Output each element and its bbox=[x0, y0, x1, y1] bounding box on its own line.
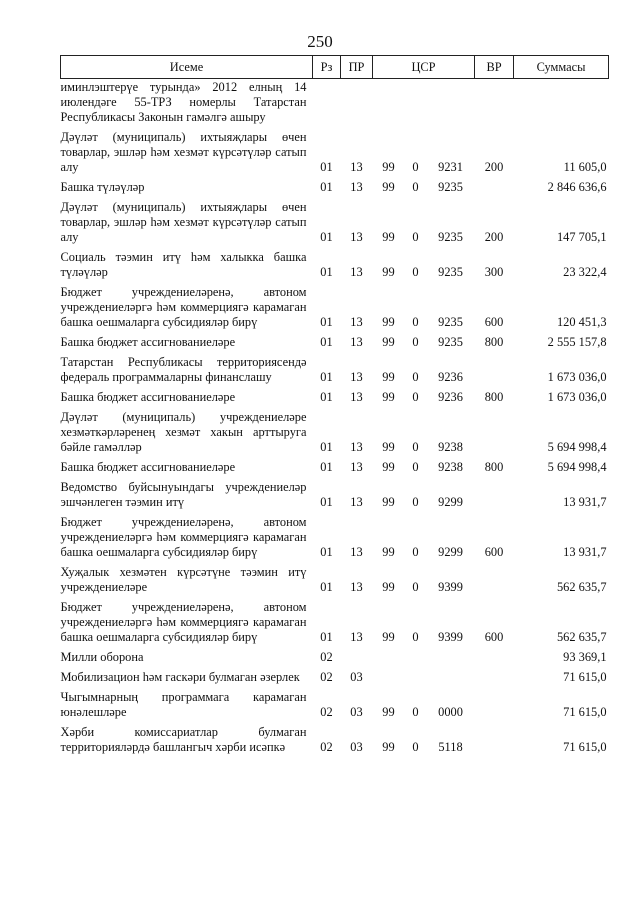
row-csr-1: 99 bbox=[382, 740, 395, 754]
row-vr bbox=[475, 648, 514, 668]
row-csr-3: 9235 bbox=[438, 230, 463, 244]
row-csr-2: 0 bbox=[412, 370, 419, 384]
row-rz: 02 bbox=[320, 650, 333, 664]
row-vr bbox=[475, 723, 514, 758]
row-pr: 13 bbox=[350, 460, 363, 474]
row-name: Чыгымнарның программага карамаган юнәлешләре bbox=[60, 690, 307, 719]
row-rz: 02 bbox=[320, 670, 333, 684]
table-row bbox=[61, 598, 609, 648]
row-sum: 71 615,0 bbox=[563, 705, 607, 719]
row-csr-1: 99 bbox=[382, 265, 395, 279]
row-csr-1: 99 bbox=[382, 460, 395, 474]
row-vr bbox=[475, 178, 514, 198]
row-csr-3: 9299 bbox=[438, 545, 463, 559]
row-vr bbox=[475, 408, 514, 458]
row-rz: 01 bbox=[320, 230, 333, 244]
row-name: иминлэштерүе турында» 2012 елның 14 июлендәге 55-ТРЗ номерлы Татарстан Республикасы Законын гамәлгә ашыру bbox=[60, 80, 307, 124]
row-csr-2: 0 bbox=[412, 230, 419, 244]
row-rz: 01 bbox=[320, 545, 333, 559]
row-rz: 01 bbox=[320, 335, 333, 349]
row-name: Хуҗалык хезмәтен күрсәтүне тәэмин итү учреждениеләре bbox=[60, 565, 307, 594]
row-csr-1: 99 bbox=[382, 335, 395, 349]
row-csr-1: 99 bbox=[382, 545, 395, 559]
header-rz: Рз bbox=[313, 56, 341, 79]
row-csr-1: 99 bbox=[382, 230, 395, 244]
row-sum bbox=[514, 79, 609, 129]
row-pr: 13 bbox=[350, 265, 363, 279]
row-csr-1: 99 bbox=[382, 580, 395, 594]
row-csr-2: 0 bbox=[412, 630, 419, 644]
row-csr-3 bbox=[427, 79, 475, 129]
row-name: Бюджет учреждениеләренә, автоном учреждениеләргә һәм коммерциягә карамаган башка оешмаларга субсидияләр бирү bbox=[60, 515, 307, 559]
header-sum: Суммасы bbox=[514, 56, 609, 79]
row-sum: 1 673 036,0 bbox=[547, 390, 607, 404]
row-sum: 120 451,3 bbox=[556, 315, 607, 329]
table-row bbox=[61, 388, 609, 408]
row-pr: 13 bbox=[350, 545, 363, 559]
row-pr: 13 bbox=[350, 160, 363, 174]
row-csr-1: 99 bbox=[382, 180, 395, 194]
row-csr-2 bbox=[405, 648, 427, 668]
row-csr-2: 0 bbox=[412, 390, 419, 404]
row-rz bbox=[313, 79, 341, 129]
row-csr-3: 9236 bbox=[438, 370, 463, 384]
table-row bbox=[61, 128, 609, 178]
row-csr-1: 99 bbox=[382, 630, 395, 644]
row-rz: 01 bbox=[320, 440, 333, 454]
row-name: Хәрби комиссариатлар булмаган территорияләрдә башлангыч хәрби исәпкә bbox=[60, 725, 307, 754]
header-pr: ПР bbox=[341, 56, 373, 79]
table-row bbox=[61, 353, 609, 388]
row-pr: 13 bbox=[350, 315, 363, 329]
row-csr-2 bbox=[405, 668, 427, 688]
header-name: Исеме bbox=[61, 56, 313, 79]
row-vr bbox=[475, 668, 514, 688]
row-sum: 1 673 036,0 bbox=[547, 370, 607, 384]
table-row bbox=[61, 723, 609, 758]
row-sum: 562 635,7 bbox=[556, 580, 607, 594]
row-csr-3: 0000 bbox=[438, 705, 463, 719]
row-rz: 01 bbox=[320, 265, 333, 279]
row-vr: 600 bbox=[484, 315, 504, 329]
row-csr-1: 99 bbox=[382, 390, 395, 404]
row-csr-1 bbox=[373, 668, 405, 688]
row-csr-2 bbox=[405, 79, 427, 129]
row-pr: 13 bbox=[350, 495, 363, 509]
row-csr-3: 9299 bbox=[438, 495, 463, 509]
row-csr-3: 9236 bbox=[438, 390, 463, 404]
table-row bbox=[61, 563, 609, 598]
row-csr-2: 0 bbox=[412, 180, 419, 194]
table-row bbox=[61, 79, 609, 129]
row-vr: 800 bbox=[484, 460, 504, 474]
table-row bbox=[61, 178, 609, 198]
row-csr-2: 0 bbox=[412, 440, 419, 454]
row-csr-3 bbox=[427, 668, 475, 688]
table-row bbox=[61, 283, 609, 333]
row-vr: 800 bbox=[484, 390, 504, 404]
row-csr-3: 9231 bbox=[438, 160, 463, 174]
row-sum: 562 635,7 bbox=[556, 630, 607, 644]
row-name: Татарстан Республикасы территориясендә федераль программаларны финанслашу bbox=[60, 355, 307, 384]
row-csr-2: 0 bbox=[412, 160, 419, 174]
row-vr: 600 bbox=[484, 545, 504, 559]
row-csr-3 bbox=[427, 648, 475, 668]
row-rz: 01 bbox=[320, 315, 333, 329]
row-vr: 200 bbox=[484, 160, 504, 174]
row-sum: 13 931,7 bbox=[563, 495, 607, 509]
row-pr: 13 bbox=[350, 580, 363, 594]
table-row bbox=[61, 408, 609, 458]
page-number: 250 bbox=[307, 32, 333, 51]
row-name: Башка бюджет ассигнованиеләре bbox=[60, 390, 236, 404]
row-pr: 13 bbox=[350, 630, 363, 644]
row-pr: 03 bbox=[350, 740, 363, 754]
row-rz: 02 bbox=[320, 740, 333, 754]
row-csr-1 bbox=[373, 79, 405, 129]
row-name: Бюджет учреждениеләренә, автоном учреждениеләргә һәм коммерциягә карамаган башка оешмаларга субсидияләр бирү bbox=[60, 285, 307, 329]
row-vr: 600 bbox=[484, 630, 504, 644]
row-name: Дәүләт (муниципаль) ихтыяҗлары өчен товарлар, эшләр һәм хезмәт күрсәтүләр сатып алу bbox=[60, 130, 307, 174]
row-csr-2: 0 bbox=[412, 705, 419, 719]
row-pr: 03 bbox=[350, 670, 363, 684]
row-csr-2: 0 bbox=[412, 460, 419, 474]
table-row bbox=[61, 668, 609, 688]
table-row bbox=[61, 458, 609, 478]
row-csr-1: 99 bbox=[382, 705, 395, 719]
row-name: Башка түләүләр bbox=[60, 180, 145, 194]
row-name: Мобилизацион һәм гаскәри булмаган әзерлек bbox=[60, 670, 300, 684]
row-sum: 71 615,0 bbox=[563, 740, 607, 754]
header-csr: ЦСР bbox=[373, 56, 475, 79]
row-pr: 13 bbox=[350, 370, 363, 384]
row-pr: 13 bbox=[350, 440, 363, 454]
row-name: Милли оборона bbox=[60, 650, 144, 664]
row-csr-3: 9235 bbox=[438, 315, 463, 329]
table-row bbox=[61, 333, 609, 353]
row-csr-1 bbox=[373, 648, 405, 668]
row-pr bbox=[341, 79, 373, 129]
table-header-row bbox=[61, 56, 609, 79]
row-csr-3: 9235 bbox=[438, 335, 463, 349]
row-sum: 2 555 157,8 bbox=[547, 335, 607, 349]
row-csr-3: 9235 bbox=[438, 180, 463, 194]
row-name: Дәүләт (муниципаль) учреждениеләре хезмәткәрләренең хезмәт хакын арттыруга бәйле гамәлләр bbox=[60, 410, 307, 454]
row-pr: 13 bbox=[350, 335, 363, 349]
table-row bbox=[61, 198, 609, 248]
row-vr bbox=[475, 79, 514, 129]
row-csr-2: 0 bbox=[412, 580, 419, 594]
row-vr bbox=[475, 688, 514, 723]
row-sum: 2 846 636,6 bbox=[547, 180, 607, 194]
row-csr-3: 9238 bbox=[438, 460, 463, 474]
row-name: Дәүләт (муниципаль) ихтыяҗлары өчен товарлар, эшләр һәм хезмәт күрсәтүләр сатып алу bbox=[60, 200, 307, 244]
row-sum: 71 615,0 bbox=[563, 670, 607, 684]
row-rz: 01 bbox=[320, 370, 333, 384]
table-row bbox=[61, 478, 609, 513]
row-csr-1: 99 bbox=[382, 315, 395, 329]
row-pr: 13 bbox=[350, 230, 363, 244]
row-rz: 01 bbox=[320, 460, 333, 474]
row-csr-1: 99 bbox=[382, 495, 395, 509]
row-csr-2: 0 bbox=[412, 265, 419, 279]
row-vr bbox=[475, 478, 514, 513]
row-sum: 23 322,4 bbox=[563, 265, 607, 279]
row-sum: 11 605,0 bbox=[563, 160, 607, 174]
row-rz: 01 bbox=[320, 390, 333, 404]
row-pr: 13 bbox=[350, 390, 363, 404]
row-vr: 300 bbox=[484, 265, 504, 279]
row-csr-1: 99 bbox=[382, 160, 395, 174]
row-pr bbox=[341, 648, 373, 668]
row-sum: 93 369,1 bbox=[563, 650, 607, 664]
row-rz: 01 bbox=[320, 580, 333, 594]
header-vr: ВР bbox=[475, 56, 514, 79]
row-name: Башка бюджет ассигнованиеләре bbox=[60, 335, 236, 349]
row-csr-2: 0 bbox=[412, 545, 419, 559]
row-sum: 5 694 998,4 bbox=[547, 440, 607, 454]
row-pr: 13 bbox=[350, 180, 363, 194]
table-row bbox=[61, 248, 609, 283]
row-rz: 02 bbox=[320, 705, 333, 719]
row-csr-2: 0 bbox=[412, 315, 419, 329]
row-name: Ведомство буйсынуындагы учреждениеләр эшчәнлеген тәэмин итү bbox=[60, 480, 307, 509]
row-csr-1: 99 bbox=[382, 440, 395, 454]
row-rz: 01 bbox=[320, 160, 333, 174]
row-csr-1: 99 bbox=[382, 370, 395, 384]
row-pr: 03 bbox=[350, 705, 363, 719]
row-csr-3: 9235 bbox=[438, 265, 463, 279]
row-csr-3: 5118 bbox=[438, 740, 463, 754]
row-name: Социаль тәэмин итү һәм халыкка башка түләүләр bbox=[60, 250, 307, 279]
row-csr-3: 9399 bbox=[438, 580, 463, 594]
row-csr-2: 0 bbox=[412, 740, 419, 754]
row-sum: 5 694 998,4 bbox=[547, 460, 607, 474]
budget-table bbox=[60, 55, 609, 758]
row-csr-2: 0 bbox=[412, 495, 419, 509]
row-vr bbox=[475, 353, 514, 388]
row-rz: 01 bbox=[320, 180, 333, 194]
row-sum: 147 705,1 bbox=[556, 230, 607, 244]
row-rz: 01 bbox=[320, 495, 333, 509]
row-sum: 13 931,7 bbox=[563, 545, 607, 559]
table-row bbox=[61, 688, 609, 723]
table-row bbox=[61, 648, 609, 668]
row-vr: 200 bbox=[484, 230, 504, 244]
row-csr-3: 9238 bbox=[438, 440, 463, 454]
row-vr: 800 bbox=[484, 335, 504, 349]
row-name: Башка бюджет ассигнованиеләре bbox=[60, 460, 236, 474]
row-csr-3: 9399 bbox=[438, 630, 463, 644]
row-vr bbox=[475, 563, 514, 598]
row-csr-2: 0 bbox=[412, 335, 419, 349]
row-rz: 01 bbox=[320, 630, 333, 644]
table-row bbox=[61, 513, 609, 563]
row-name: Бюджет учреждениеләренә, автоном учреждениеләргә һәм коммерциягә карамаган башка оешмаларга субсидияләр бирү bbox=[60, 600, 307, 644]
